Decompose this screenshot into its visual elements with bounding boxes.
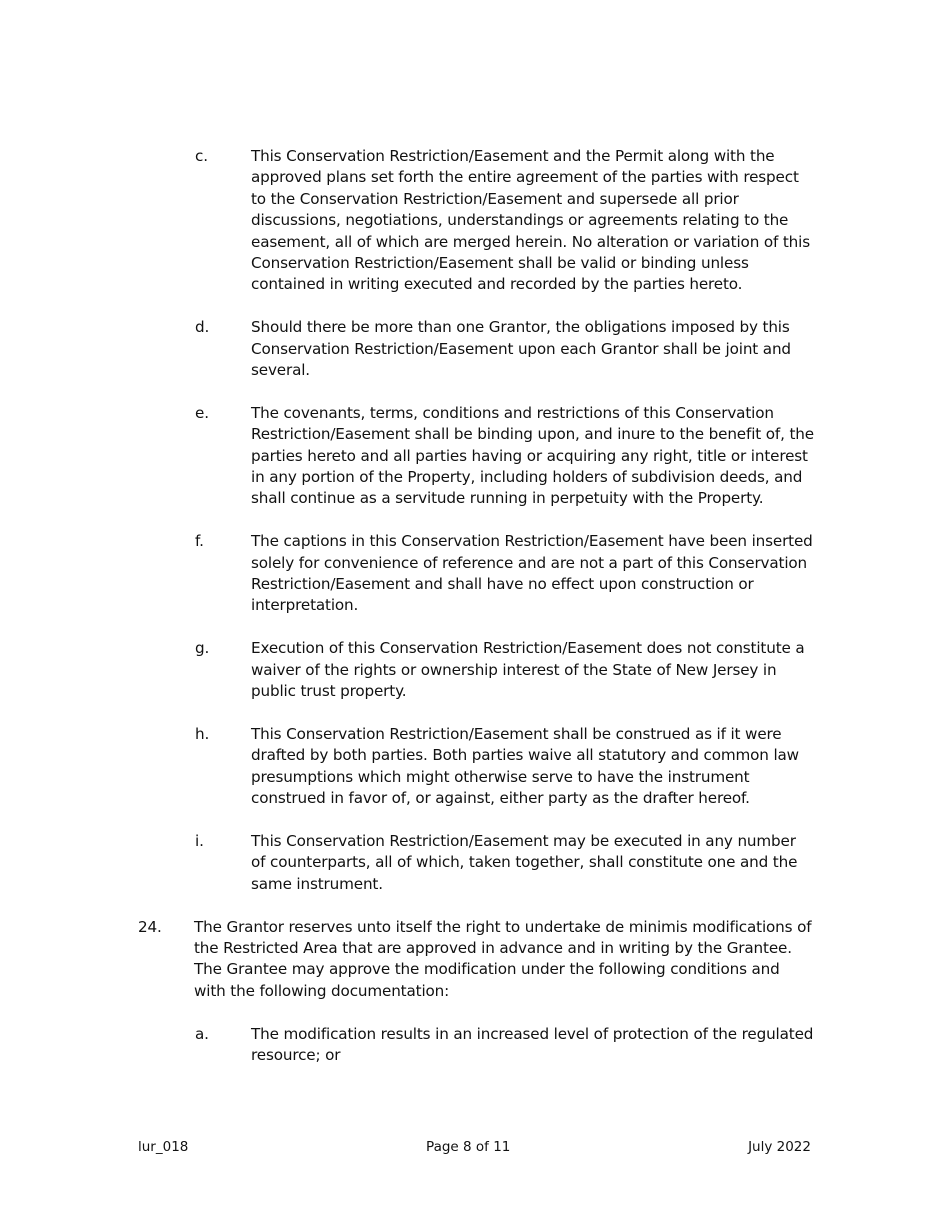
list-marker: g. (195, 639, 210, 658)
list-item-e (138, 403, 814, 510)
list-marker: c. (195, 147, 208, 165)
list-marker: 24. (138, 917, 162, 936)
list-marker: i. (195, 831, 204, 850)
list-marker: a. (195, 1024, 209, 1043)
list-item-g (138, 638, 814, 702)
paragraph-text: Should there be more than one Grantor, the obligations imposed by this Conservation Restriction/Easement upon each Grantor shall be joint and several. (251, 318, 791, 380)
paragraph-text: The Grantor reserves unto itself the right to undertake de minimis modifications of the Restricted Area that are approved in advance and in writing by the Grantee. The Grantee may approve the modification under the following conditions and with the following documentation: (194, 917, 812, 1000)
list-marker: e. (195, 403, 209, 422)
document-body (138, 146, 814, 1088)
list-item-c (138, 146, 814, 296)
list-item-a (138, 1024, 814, 1067)
list-item-i (138, 831, 814, 895)
paragraph-text: This Conservation Restriction/Easement shall be construed as if it were drafted by both parties. Both parties waive all statutory and common law presumptions which might otherwise serve to have the instrument construed in favor of, or against, either party as the drafter hereof. (251, 724, 799, 808)
paragraph-text: The modification results in an increased level of protection of the regulated resource; or (251, 1024, 814, 1064)
paragraph-text: Execution of this Conservation Restriction/Easement does not constitute a waiver of the rights or ownership interest of the State of New Jersey in public trust property. (251, 639, 805, 701)
list-item-d (138, 317, 814, 381)
page-number: Page 8 of 11 (426, 1139, 511, 1155)
paragraph-text: This Conservation Restriction/Easement and the Permit along with the approved plans set forth the entire agreement of the parties with respect to the Conservation Restriction/Easement and supersede all prior discussions, negotiations, understandings or agreements relating to the easement, all of which are merged herein. No alteration or variation of this Conservation Restriction/Easement shall be valid or binding unless contained in writing executed and recorded by the parties hereto. (251, 147, 810, 294)
revision-date: July 2022 (748, 1139, 811, 1155)
paragraph-text: The captions in this Conservation Restriction/Easement have been inserted solely for convenience of reference and are not a part of this Conservation Restriction/Easement and shall have no effect upon construction or interpretation. (251, 532, 813, 615)
list-item-f (138, 531, 814, 617)
paragraph-text: This Conservation Restriction/Easement may be executed in any number of counterparts, all of which, taken together, shall constitute one and the same instrument. (251, 831, 798, 893)
list-marker: d. (195, 318, 210, 337)
list-marker: h. (195, 724, 210, 743)
form-id: lur_018 (138, 1139, 189, 1155)
list-item-24 (138, 917, 814, 1003)
page-footer (138, 1138, 811, 1156)
paragraph-text: The covenants, terms, conditions and restrictions of this Conservation Restriction/Easement shall be binding upon, and inure to the benefit of, the parties hereto and all parties having or acquiring any right, title or interest in any portion of the Property, including holders of subdivision deeds, and shall continue as a servitude running in perpetuity with the Property. (251, 403, 814, 508)
list-marker: f. (195, 532, 204, 551)
list-item-h (138, 724, 814, 810)
